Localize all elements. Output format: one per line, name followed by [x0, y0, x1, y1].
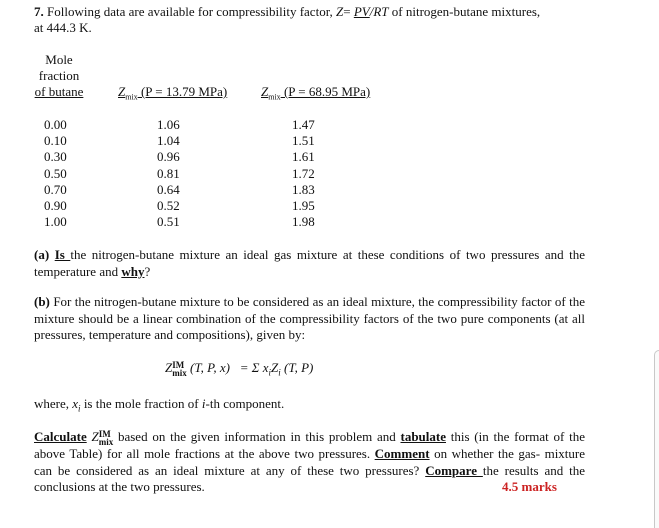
table-cell: 1.72: [292, 165, 315, 181]
table-cell: 0.52: [157, 198, 180, 214]
marks-label: 4.5 marks: [502, 479, 557, 494]
col-header-z-68-95: $Z_{mix}$ (P = 68.95 MPa): [261, 84, 371, 102]
table-cell: 1.04: [157, 133, 180, 149]
col-header-mole-fraction: Mole fraction of butane: [34, 52, 84, 99]
table-cell: 1.51: [292, 133, 315, 149]
table-cell: 0.64: [157, 181, 180, 197]
question-text: Following data are available for compressibility factor,: [47, 4, 336, 19]
table-cell: 0.10: [44, 133, 67, 149]
col-header-z-13-79: $Z_{mix}$ (P = 13.79 MPa): [118, 84, 228, 102]
column-z-68-95: [292, 117, 315, 230]
table-cell: 1.95: [292, 198, 315, 214]
column-z-13-79: [157, 117, 180, 230]
table-cell: 1.83: [292, 181, 315, 197]
table-cell: 0.81: [157, 165, 180, 181]
question-text-after: of nitrogen-butane mixtures,: [388, 4, 541, 19]
formula-pv: PV: [353, 4, 370, 19]
table-cell: 0.51: [157, 214, 180, 230]
ideal-mixture-equation: Z IM mix (T, P, x) = Σ $x_iZ_i$ (T, P): [165, 360, 314, 378]
table-cell: 1.98: [292, 214, 315, 230]
calculate-paragraph: Calculate Z IM mix based on the given information in this problem and tabulate this (in the format of the above Table) for all mole fractions at the above two pressures. Comment on whether the gas- mixture can be considered as an ideal mixture at any of these two pressures? Compare the results and the conclusions at the two pressures.: [34, 429, 586, 494]
table-cell: 0.50: [44, 165, 67, 181]
table-cell: 0.00: [44, 117, 67, 132]
question-heading: [34, 4, 594, 36]
question-temperature: at 444.3 K.: [34, 20, 92, 35]
scroll-edge[interactable]: [654, 350, 659, 528]
table-cell: 0.30: [44, 149, 67, 165]
where-line: where, $x_i$ is the mole fraction of i-th component.: [34, 396, 285, 414]
part-a-paragraph: (a) Is the nitrogen-butane mixture an ideal gas mixture at these conditions of two pressures and the temperature and why?: [34, 247, 586, 279]
part-b-paragraph: (b) For the nitrogen-butane mixture to be considered as an ideal mixture, the compressibility factor of the mixture should be a linear combination of the compressibility factors of the two pure components (at all pressures, temperature and compositions), given by:: [34, 294, 586, 342]
table-cell: 1.61: [292, 149, 315, 165]
formula-z: Z: [336, 4, 344, 19]
table-cell: 0.70: [44, 181, 67, 197]
formula-rt: /RT: [369, 4, 389, 19]
formula-eq: =: [343, 4, 354, 19]
table-cell: 1.00: [44, 214, 67, 230]
question-number: 7.: [34, 4, 44, 19]
table-cell: 0.90: [44, 198, 67, 214]
table-cell: 1.06: [157, 117, 180, 132]
table-cell: 0.96: [157, 149, 180, 165]
table-cell: 1.47: [292, 117, 315, 132]
column-mole-fraction: [44, 117, 67, 230]
